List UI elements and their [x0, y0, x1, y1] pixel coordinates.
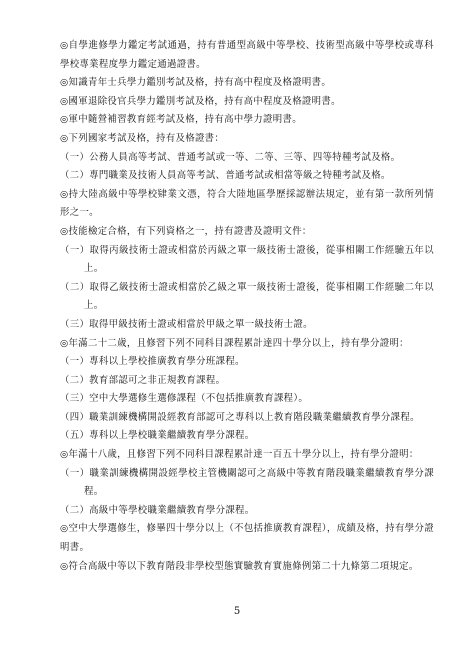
list-item: （三）取得甲級技術士證或相當於甲級之單一級技術士證。 — [60, 318, 313, 330]
paragraph-mainland-diploma: ◎持大陸高級中等學校肄業文憑，符合大陸地區學歷採認辦法規定，並有第一款所列情形之一。 — [60, 188, 434, 219]
list-item: （五）專科以上學校職業繼續教育學分課程。 — [60, 430, 255, 442]
list-item: （一）職業訓練機構開設經學校主管機關認可之高級中等教育階段職業繼續教育學分課程。 — [60, 467, 434, 498]
paragraph-experimental-education: ◎符合高級中等以下教育階段非學校型態實驗教育實施條例第二十九條第二項規定。 — [60, 560, 419, 572]
paragraph-age-18-credits: ◎年滿十八歲，且修習下列不同科目課程累計達一百五十學分以上，持有學分證明： — [60, 449, 419, 461]
list-item: （三）空中大學選修生選修課程（不包括推廣教育課程）。 — [60, 393, 309, 405]
paragraph-self-study-exam: ◎自學進修學力鑑定考試通過，持有普通型高級中等學校、技術型高級中等學校或專科學校專業程度學力鑑定通過證書。 — [60, 40, 434, 70]
paragraph-open-university: ◎空中大學選修生，修畢四十學分以上（不包括推廣教育課程），成績及格，持有學分證明書。 — [60, 523, 434, 554]
list-item: （一）取得丙級技術士證或相當於丙級之單一級技術士證後，從事相關工作經驗五年以上。 — [60, 244, 434, 275]
list-item: （二）取得乙級技術士證或相當於乙級之單一級技術士證後，從事相關工作經驗二年以上。 — [60, 281, 434, 312]
list-item: （一）專科以上學校推廣教育學分班課程。 — [60, 356, 245, 368]
page-number: 5 — [233, 606, 241, 617]
paragraph-national-exam: ◎下列國家考試及格，持有及格證書： — [60, 132, 225, 144]
list-item: （一）公務人員高等考試、普通考試或一等、二等、三等、四等特種考試及格。 — [60, 151, 401, 163]
list-item: （二）高級中等學校職業繼續教育學分課程。 — [60, 504, 255, 516]
paragraph-soldier-exam: ◎知識青年士兵學力鑑別考試及格，持有高中程度及格證明書。 — [60, 77, 332, 89]
list-item: （二）教育部認可之非正規教育課程。 — [60, 374, 226, 386]
paragraph-skills-certification: ◎技能檢定合格，有下列資格之一，持有證書及證明文件： — [60, 225, 312, 237]
list-item: （四）職業訓練機構開設經教育部認可之專科以上教育階段職業繼續教育學分課程。 — [60, 411, 420, 423]
paragraph-age-22-credits: ◎年滿二十二歲，且修習下列不同科目課程累計達四十學分以上，持有學分證明： — [60, 337, 409, 349]
list-item: （二）專門職業及技術人員高等考試、普通考試或相當等級之特種考試及格。 — [60, 170, 391, 182]
paragraph-military-education: ◎軍中隨營補習教育經考試及格，持有高中學力證明書。 — [60, 114, 302, 126]
paragraph-veteran-exam: ◎國軍退除役官兵學力鑑別考試及格，持有高中程度及格證明書。 — [60, 95, 341, 107]
page-body — [60, 37, 434, 576]
